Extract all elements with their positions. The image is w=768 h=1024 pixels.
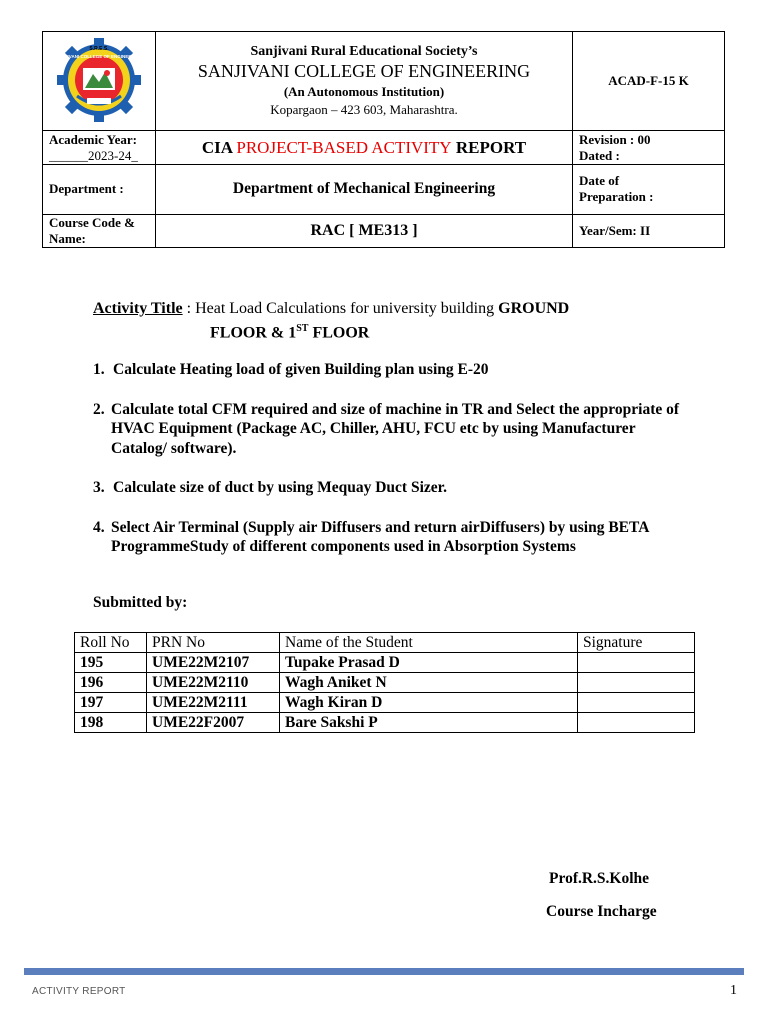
society-name: Sanjivani Rural Educational Society’s	[250, 44, 478, 60]
activity-title-sup: ST	[296, 323, 309, 334]
footer-rule	[24, 968, 744, 975]
table-row	[75, 713, 695, 733]
prn-no-cell: UME22F2007	[147, 713, 280, 733]
course-label-cell	[43, 214, 156, 247]
logo-cell	[43, 32, 156, 131]
students-table	[74, 632, 695, 733]
header-table	[42, 31, 725, 248]
roll-no-cell: 195	[75, 653, 147, 673]
course-label-line2: Name:	[49, 230, 86, 246]
task-number: 2.	[93, 400, 105, 418]
department-value: Department of Mechanical Engineering	[156, 164, 573, 214]
footer-label: ACTIVITY REPORT	[32, 986, 126, 997]
task-list	[93, 360, 693, 577]
task-text: Calculate size of duct by using Mequay Duct Sizer.	[113, 479, 447, 496]
college-address: Kopargaon – 423 603, Maharashtra.	[270, 102, 458, 118]
column-header-signature: Signature	[578, 633, 695, 653]
signature-cell	[578, 713, 695, 733]
activity-title-plain: Heat Load Calculations for university building	[195, 300, 499, 317]
column-header-name: Name of the Student	[280, 633, 578, 653]
task-number: 4.	[93, 518, 105, 536]
submitted-by-label: Submitted by:	[93, 594, 188, 611]
date-of-prep-line1: Date of	[579, 173, 620, 189]
page-number: 1	[730, 983, 737, 998]
prn-no-cell: UME22M2107	[147, 653, 280, 673]
task-text: Select Air Terminal (Supply air Diffusers and return airDiffusers) by using BETA ProgrammeStudy of different components used in Absorption Systems	[111, 518, 649, 555]
signature-cell	[578, 673, 695, 693]
year-sem: Year/Sem: II	[573, 214, 725, 247]
signatory-role: Course Incharge	[546, 903, 657, 920]
student-name-cell: Tupake Prasad D	[280, 653, 578, 673]
dated-label: Dated :	[579, 147, 620, 163]
signature-cell	[578, 693, 695, 713]
roll-no-cell: 196	[75, 673, 147, 693]
academic-year-label: Academic Year:	[49, 131, 137, 147]
date-of-prep-line2: Preparation :	[579, 189, 654, 205]
institution-block	[156, 32, 573, 131]
list-item	[93, 360, 693, 380]
report-title-highlight: PROJECT-BASED ACTIVITY	[236, 137, 452, 157]
signature-cell	[578, 653, 695, 673]
svg-text:SANJIVANI COLLEGE OF ENGINEERI: SANJIVANI COLLEGE OF ENGINEERING	[55, 53, 143, 59]
prn-no-cell: UME22M2110	[147, 673, 280, 693]
form-code: ACAD-F-15 K	[573, 32, 725, 131]
column-header-prn-no: PRN No	[147, 633, 280, 653]
student-name-cell: Wagh Kiran D	[280, 693, 578, 713]
table-row	[75, 693, 695, 713]
roll-no-cell: 198	[75, 713, 147, 733]
task-number: 3.	[93, 479, 105, 496]
task-number: 1.	[93, 361, 105, 378]
report-title-prefix: CIA	[201, 137, 237, 157]
academic-year-value: ______2023-24_	[49, 147, 138, 163]
academic-year-cell	[43, 131, 156, 164]
report-title-suffix: REPORT	[451, 137, 527, 157]
task-text: Calculate total CFM required and size of machine in TR and Select the appropriate of HVAC Equipment (Package AC, Chiller, AHU, FCU etc by using Manufacturer Catalog/ software).	[111, 400, 680, 457]
revision-cell	[573, 131, 725, 164]
activity-title-line2b: FLOOR	[308, 324, 370, 342]
list-item	[93, 478, 693, 498]
autonomous-note: (An Autonomous Institution)	[283, 84, 445, 100]
table-row	[75, 653, 695, 673]
college-name: SANJIVANI COLLEGE OF ENGINEERING	[197, 61, 531, 82]
course-label-line1: Course Code &	[49, 214, 135, 230]
task-text: Calculate Heating load of given Building plan using E-20	[113, 361, 489, 378]
college-logo	[55, 36, 143, 122]
activity-title-bold: GROUND	[498, 300, 570, 317]
table-row	[75, 673, 695, 693]
list-item	[93, 518, 693, 557]
revision-label: Revision : 00	[579, 131, 651, 147]
department-label: Department :	[43, 164, 156, 214]
date-of-preparation-cell	[573, 164, 725, 214]
activity-title	[93, 299, 693, 343]
student-name-cell: Bare Sakshi P	[280, 713, 578, 733]
student-name-cell: Wagh Aniket N	[280, 673, 578, 693]
signatory-name: Prof.R.S.Kolhe	[549, 870, 650, 887]
prn-no-cell: UME22M2111	[147, 693, 280, 713]
report-title-cell	[156, 131, 573, 164]
activity-title-line2a: FLOOR & 1	[210, 324, 297, 342]
course-value: RAC [ ME313 ]	[156, 214, 573, 247]
activity-title-sep: :	[182, 300, 196, 317]
column-header-roll-no: Roll No	[75, 633, 147, 653]
roll-no-cell: 197	[75, 693, 147, 713]
activity-title-label: Activity Title	[93, 300, 183, 317]
svg-text:S.R.E.S.: S.R.E.S.	[89, 45, 109, 52]
list-item	[93, 400, 693, 459]
table-header-row	[75, 633, 695, 653]
